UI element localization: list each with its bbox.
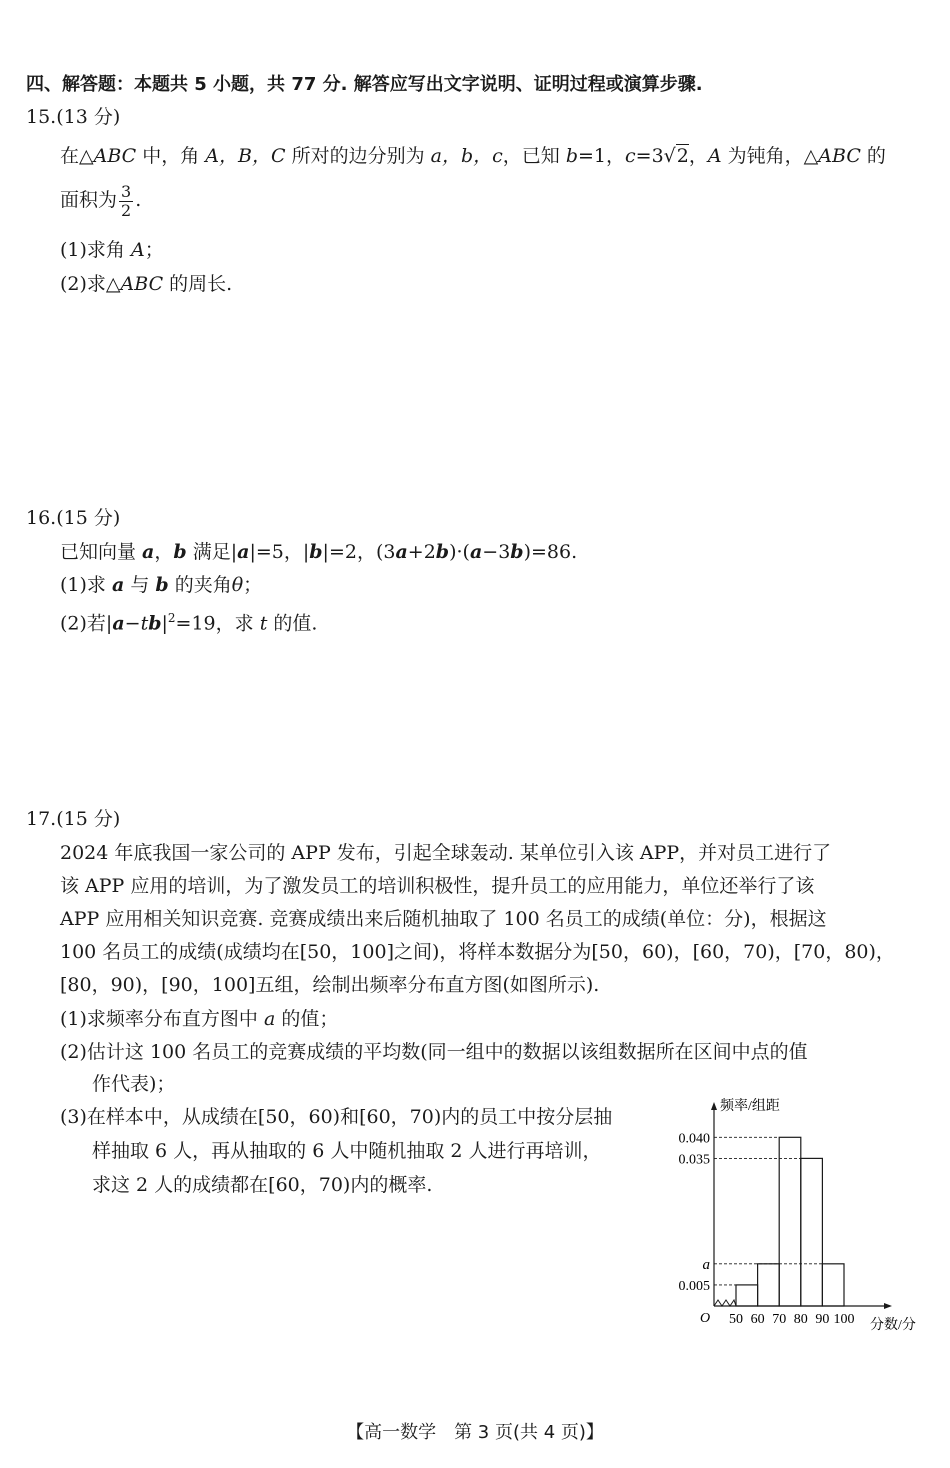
x-tick-label-100: 100 [833, 1312, 855, 1327]
q16-stem: 已知向量 a，b 满足|a|=5，|b|=2，(3a+2b)·(a−3b)=86. [60, 541, 578, 563]
q15-stem: 在△ABC 中，角 A，B，C 所对的边分别为 a，b，c，已知 b=1，c=3√2，A 为钝角，△ABC 的 [60, 145, 886, 167]
y-tick-label-a: a [702, 1256, 710, 1273]
frequency-histogram [668, 1098, 938, 1338]
q17-part2-line2: 作代表)； [92, 1073, 176, 1095]
x-tick-label-90: 90 [815, 1312, 830, 1327]
y-axis-label: 频率/组距 [720, 1099, 780, 1114]
q16-number: 16.(15 分) [26, 507, 121, 529]
q15-part2: (2)求△ABC 的周长. [60, 273, 233, 295]
q17-part2-line1: (2)估计这 100 名员工的竞赛成绩的平均数(同一组中的数据以该组数据所在区间中点的值 [60, 1041, 808, 1063]
q17-part1: (1)求频率分布直方图中 a 的值； [60, 1008, 339, 1030]
histogram-svg [668, 1098, 938, 1338]
origin-label: O [700, 1311, 711, 1326]
y-tick-label-0.040: 0.040 [678, 1131, 710, 1147]
q17-part3-line1: (3)在样本中，从成绩在[50，60)和[60，70)内的员工中按分层抽 [60, 1106, 613, 1128]
q17-line3: APP 应用相关知识竞赛. 竞赛成绩出来后随机抽取了 100 名员工的成绩(单位：分)，根据这 [60, 908, 827, 930]
q17-part3-line2: 样抽取 6 人，再从抽取的 6 人中随机抽取 2 人进行再培训， [92, 1140, 602, 1162]
fraction-3-over-2: $\frac{3}{2}$ [121, 181, 132, 220]
bar-[80,90) [801, 1158, 823, 1306]
y-tick-label-0.035: 0.035 [678, 1152, 710, 1168]
q15-part1: (1)求角 A； [60, 239, 164, 261]
bar-[70,80) [779, 1137, 801, 1306]
q16-part2: (2)若$|a-tb|^2=19$，求 t 的值. [60, 611, 318, 635]
q17-line4: 100 名员工的成绩(成绩均在[50，100]之间)，将样本数据分为[50，60)，[60，70)，[70，80)， [60, 941, 895, 963]
section-header: 四、解答题：本题共 5 小题，共 77 分. 解答应写出文字说明、证明过程或演算步骤. [26, 74, 703, 95]
bar-[50,60) [736, 1285, 758, 1306]
bar-[90,100] [822, 1264, 844, 1306]
axis-break-zigzag [714, 1300, 736, 1306]
x-axis-label: 分数/分 [870, 1318, 916, 1333]
bar-[60,70) [758, 1264, 780, 1306]
x-tick-label-70: 70 [772, 1312, 787, 1327]
x-tick-label-80: 80 [793, 1312, 808, 1327]
q17-line5: [80，90)，[90，100]五组，绘制出频率分布直方图(如图所示). [60, 974, 600, 996]
page-footer: 【高一数学 第 3 页(共 4 页)】 [346, 1422, 604, 1443]
x-axis-arrow [884, 1303, 892, 1309]
x-tick-label-60: 60 [750, 1312, 765, 1327]
q17-part3-line3: 求这 2 人的成绩都在[60，70)内的概率. [92, 1174, 433, 1196]
y-axis-arrow [711, 1102, 717, 1110]
q17-number: 17.(15 分) [26, 808, 121, 830]
q17-line1: 2024 年底我国一家公司的 APP 发布，引起全球轰动. 某单位引入该 APP，并对员工进行了 [60, 842, 832, 864]
q15-number: 15.(13 分) [26, 106, 121, 128]
x-tick-label-50: 50 [729, 1312, 743, 1327]
q17-line2: 该 APP 应用的培训，为了激发员工的培训积极性，提升员工的应用能力，单位还举行了该 [60, 875, 815, 897]
y-tick-label-0.005: 0.005 [678, 1278, 710, 1294]
q15-area: 面积为 $\frac{3}{2}$ . [60, 181, 142, 220]
q16-part1: (1)求 a 与 b 的夹角θ； [60, 574, 263, 596]
